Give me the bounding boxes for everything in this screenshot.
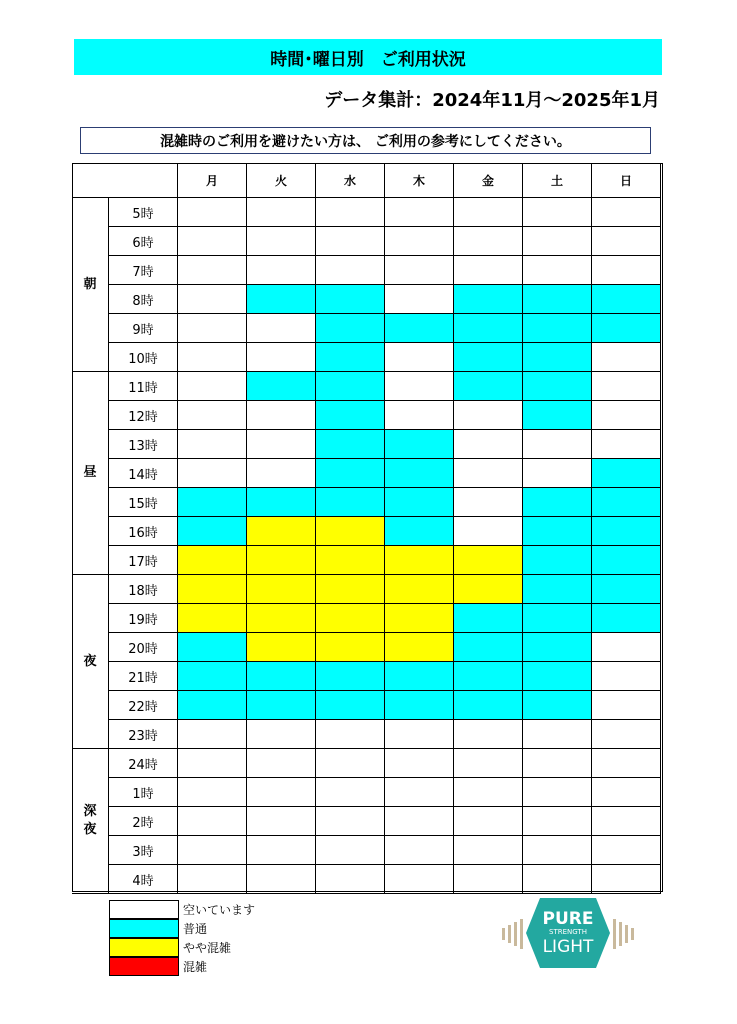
usage-cell — [592, 285, 661, 314]
usage-cell — [592, 662, 661, 691]
day-header: 水 — [316, 163, 385, 198]
usage-cell — [316, 256, 385, 285]
hour-label: 15時 — [109, 488, 178, 517]
usage-cell — [316, 720, 385, 749]
usage-cell — [178, 604, 247, 633]
usage-cell — [454, 227, 523, 256]
usage-cell — [385, 227, 454, 256]
usage-cell — [247, 343, 316, 372]
usage-cell — [523, 836, 592, 865]
usage-cell — [178, 546, 247, 575]
hour-label: 4時 — [109, 865, 178, 894]
usage-cell — [178, 691, 247, 720]
hour-label: 14時 — [109, 459, 178, 488]
usage-cell — [247, 749, 316, 778]
usage-cell — [178, 749, 247, 778]
usage-cell — [385, 430, 454, 459]
legend-label: やや混雑 — [183, 941, 232, 955]
usage-cell — [523, 633, 592, 662]
legend-swatch — [109, 919, 179, 938]
usage-cell — [316, 459, 385, 488]
hour-label: 18時 — [109, 575, 178, 604]
usage-cell — [454, 517, 523, 546]
usage-cell — [247, 662, 316, 691]
usage-cell — [247, 778, 316, 807]
usage-cell — [592, 807, 661, 836]
usage-cell — [247, 459, 316, 488]
usage-cell — [592, 604, 661, 633]
usage-cell — [592, 749, 661, 778]
usage-cell — [316, 691, 385, 720]
usage-cell — [454, 256, 523, 285]
usage-cell — [178, 256, 247, 285]
usage-cell — [454, 285, 523, 314]
usage-cell — [523, 314, 592, 343]
logo-stripes-right — [613, 919, 634, 949]
usage-cell — [454, 372, 523, 401]
usage-cell — [316, 633, 385, 662]
period-label-0 — [72, 198, 109, 372]
usage-cell — [316, 749, 385, 778]
usage-cell — [178, 778, 247, 807]
usage-cell — [523, 401, 592, 430]
usage-cell — [592, 691, 661, 720]
usage-cell — [523, 256, 592, 285]
usage-cell — [247, 256, 316, 285]
period-char: 昼 — [83, 465, 97, 480]
usage-cell — [385, 546, 454, 575]
usage-cell — [316, 807, 385, 836]
usage-cell — [385, 575, 454, 604]
usage-cell — [454, 865, 523, 894]
page-title: 時間･曜日別 ご利用状況 — [74, 39, 662, 75]
usage-cell — [523, 488, 592, 517]
usage-cell — [316, 401, 385, 430]
usage-cell — [247, 691, 316, 720]
usage-cell — [178, 836, 247, 865]
usage-cell — [178, 459, 247, 488]
usage-cell — [592, 865, 661, 894]
usage-cell — [178, 285, 247, 314]
period-label-3 — [72, 749, 109, 894]
hour-label: 12時 — [109, 401, 178, 430]
legend-label: 混雑 — [183, 960, 208, 974]
usage-cell — [385, 865, 454, 894]
usage-cell — [247, 285, 316, 314]
logo-text-strength: STRENGTH — [549, 928, 587, 936]
usage-cell — [247, 314, 316, 343]
logo-text-light: LIGHT — [542, 937, 594, 957]
usage-cell — [316, 575, 385, 604]
usage-cell — [592, 401, 661, 430]
usage-cell — [454, 691, 523, 720]
usage-cell — [523, 372, 592, 401]
usage-cell — [247, 198, 316, 227]
legend-swatch — [109, 957, 179, 976]
hour-label: 3時 — [109, 836, 178, 865]
usage-cell — [316, 546, 385, 575]
usage-cell — [523, 691, 592, 720]
usage-cell — [454, 488, 523, 517]
usage-cell — [247, 720, 316, 749]
usage-cell — [247, 865, 316, 894]
usage-cell — [523, 285, 592, 314]
hour-label: 19時 — [109, 604, 178, 633]
period-char: 夜 — [83, 822, 97, 837]
usage-cell — [523, 343, 592, 372]
usage-cell — [316, 372, 385, 401]
usage-cell — [178, 314, 247, 343]
day-header: 火 — [247, 163, 316, 198]
usage-cell — [454, 546, 523, 575]
usage-cell — [592, 633, 661, 662]
period-char: 朝 — [83, 276, 97, 292]
usage-cell — [178, 575, 247, 604]
usage-cell — [316, 662, 385, 691]
hour-label: 21時 — [109, 662, 178, 691]
usage-cell — [523, 517, 592, 546]
usage-cell — [523, 807, 592, 836]
period-char: 夜 — [83, 653, 97, 669]
usage-cell — [592, 256, 661, 285]
usage-cell — [454, 401, 523, 430]
usage-cell — [454, 720, 523, 749]
usage-cell — [385, 401, 454, 430]
usage-cell — [523, 778, 592, 807]
usage-cell — [385, 343, 454, 372]
usage-cell — [385, 836, 454, 865]
day-header: 日 — [592, 163, 661, 198]
usage-timetable — [72, 163, 663, 892]
usage-cell — [592, 720, 661, 749]
usage-cell — [592, 343, 661, 372]
usage-cell — [523, 198, 592, 227]
usage-cell — [454, 604, 523, 633]
usage-cell — [385, 517, 454, 546]
hour-label: 16時 — [109, 517, 178, 546]
usage-cell — [523, 865, 592, 894]
usage-cell — [316, 517, 385, 546]
usage-cell — [454, 662, 523, 691]
usage-cell — [316, 836, 385, 865]
hour-label: 17時 — [109, 546, 178, 575]
usage-cell — [178, 807, 247, 836]
usage-cell — [316, 488, 385, 517]
usage-cell — [385, 720, 454, 749]
pure-strength-light-logo — [500, 896, 636, 970]
usage-cell — [385, 662, 454, 691]
usage-cell — [592, 372, 661, 401]
usage-cell — [454, 807, 523, 836]
usage-cell — [592, 546, 661, 575]
notice-box: 混雑時のご利用を避けたい方は、 ご利用の参考にしてください。 — [80, 127, 651, 154]
usage-cell — [247, 372, 316, 401]
hour-label: 6時 — [109, 227, 178, 256]
usage-cell — [592, 575, 661, 604]
usage-cell — [385, 256, 454, 285]
usage-cell — [385, 459, 454, 488]
usage-cell — [385, 372, 454, 401]
period-label-2 — [72, 575, 109, 749]
usage-cell — [316, 430, 385, 459]
usage-cell — [178, 401, 247, 430]
day-header: 土 — [523, 163, 592, 198]
corner-cell — [72, 163, 178, 198]
usage-cell — [247, 807, 316, 836]
usage-cell — [247, 836, 316, 865]
period-char: 深 — [83, 804, 97, 819]
usage-cell — [385, 633, 454, 662]
usage-cell — [385, 778, 454, 807]
usage-cell — [316, 865, 385, 894]
usage-cell — [592, 836, 661, 865]
usage-cell — [316, 285, 385, 314]
usage-cell — [316, 778, 385, 807]
usage-cell — [454, 314, 523, 343]
usage-cell — [592, 198, 661, 227]
usage-cell — [385, 691, 454, 720]
legend-label: 普通 — [183, 922, 208, 936]
usage-cell — [454, 749, 523, 778]
usage-cell — [592, 517, 661, 546]
hour-label: 1時 — [109, 778, 178, 807]
usage-cell — [247, 401, 316, 430]
usage-cell — [523, 430, 592, 459]
usage-cell — [247, 227, 316, 256]
usage-cell — [385, 604, 454, 633]
usage-cell — [316, 604, 385, 633]
usage-cell — [454, 836, 523, 865]
usage-cell — [385, 749, 454, 778]
usage-cell — [178, 488, 247, 517]
usage-cell — [316, 198, 385, 227]
day-header: 木 — [385, 163, 454, 198]
usage-cell — [247, 604, 316, 633]
legend-label: 空いています — [183, 903, 256, 917]
hour-label: 22時 — [109, 691, 178, 720]
hour-label: 2時 — [109, 807, 178, 836]
usage-cell — [523, 227, 592, 256]
usage-cell — [178, 720, 247, 749]
usage-cell — [592, 227, 661, 256]
usage-cell — [178, 343, 247, 372]
usage-cell — [592, 459, 661, 488]
usage-cell — [178, 372, 247, 401]
hour-label: 24時 — [109, 749, 178, 778]
usage-cell — [523, 749, 592, 778]
hour-label: 23時 — [109, 720, 178, 749]
legend-swatch — [109, 900, 179, 919]
usage-cell — [592, 488, 661, 517]
legend-swatch — [109, 938, 179, 957]
usage-cell — [592, 430, 661, 459]
usage-cell — [454, 778, 523, 807]
hour-label: 9時 — [109, 314, 178, 343]
usage-cell — [385, 314, 454, 343]
usage-cell — [385, 198, 454, 227]
usage-cell — [523, 604, 592, 633]
usage-cell — [523, 720, 592, 749]
usage-cell — [523, 546, 592, 575]
hour-label: 20時 — [109, 633, 178, 662]
usage-cell — [178, 517, 247, 546]
usage-cell — [178, 865, 247, 894]
usage-cell — [454, 459, 523, 488]
usage-cell — [247, 546, 316, 575]
usage-cell — [592, 314, 661, 343]
usage-cell — [316, 227, 385, 256]
usage-cell — [385, 807, 454, 836]
logo-stripes-left — [502, 919, 523, 949]
usage-cell — [454, 198, 523, 227]
hour-label: 13時 — [109, 430, 178, 459]
usage-cell — [385, 285, 454, 314]
usage-cell — [178, 430, 247, 459]
hour-label: 8時 — [109, 285, 178, 314]
usage-cell — [454, 343, 523, 372]
usage-cell — [247, 517, 316, 546]
usage-cell — [178, 633, 247, 662]
hour-label: 10時 — [109, 343, 178, 372]
usage-cell — [523, 459, 592, 488]
hour-label: 7時 — [109, 256, 178, 285]
day-header: 月 — [178, 163, 247, 198]
usage-cell — [178, 662, 247, 691]
period-label-1 — [72, 372, 109, 575]
day-header: 金 — [454, 163, 523, 198]
logo-text-pure: PURE — [542, 909, 594, 929]
usage-cell — [178, 198, 247, 227]
usage-cell — [247, 488, 316, 517]
usage-cell — [454, 430, 523, 459]
data-period-label: データ集計：2024年11月～2025年1月 — [324, 90, 660, 111]
usage-cell — [523, 575, 592, 604]
usage-cell — [316, 314, 385, 343]
usage-cell — [178, 227, 247, 256]
usage-cell — [523, 662, 592, 691]
hour-label: 5時 — [109, 198, 178, 227]
usage-cell — [316, 343, 385, 372]
hour-label: 11時 — [109, 372, 178, 401]
usage-cell — [247, 430, 316, 459]
usage-cell — [247, 575, 316, 604]
usage-cell — [454, 633, 523, 662]
usage-cell — [247, 633, 316, 662]
usage-cell — [385, 488, 454, 517]
usage-cell — [592, 778, 661, 807]
usage-cell — [454, 575, 523, 604]
